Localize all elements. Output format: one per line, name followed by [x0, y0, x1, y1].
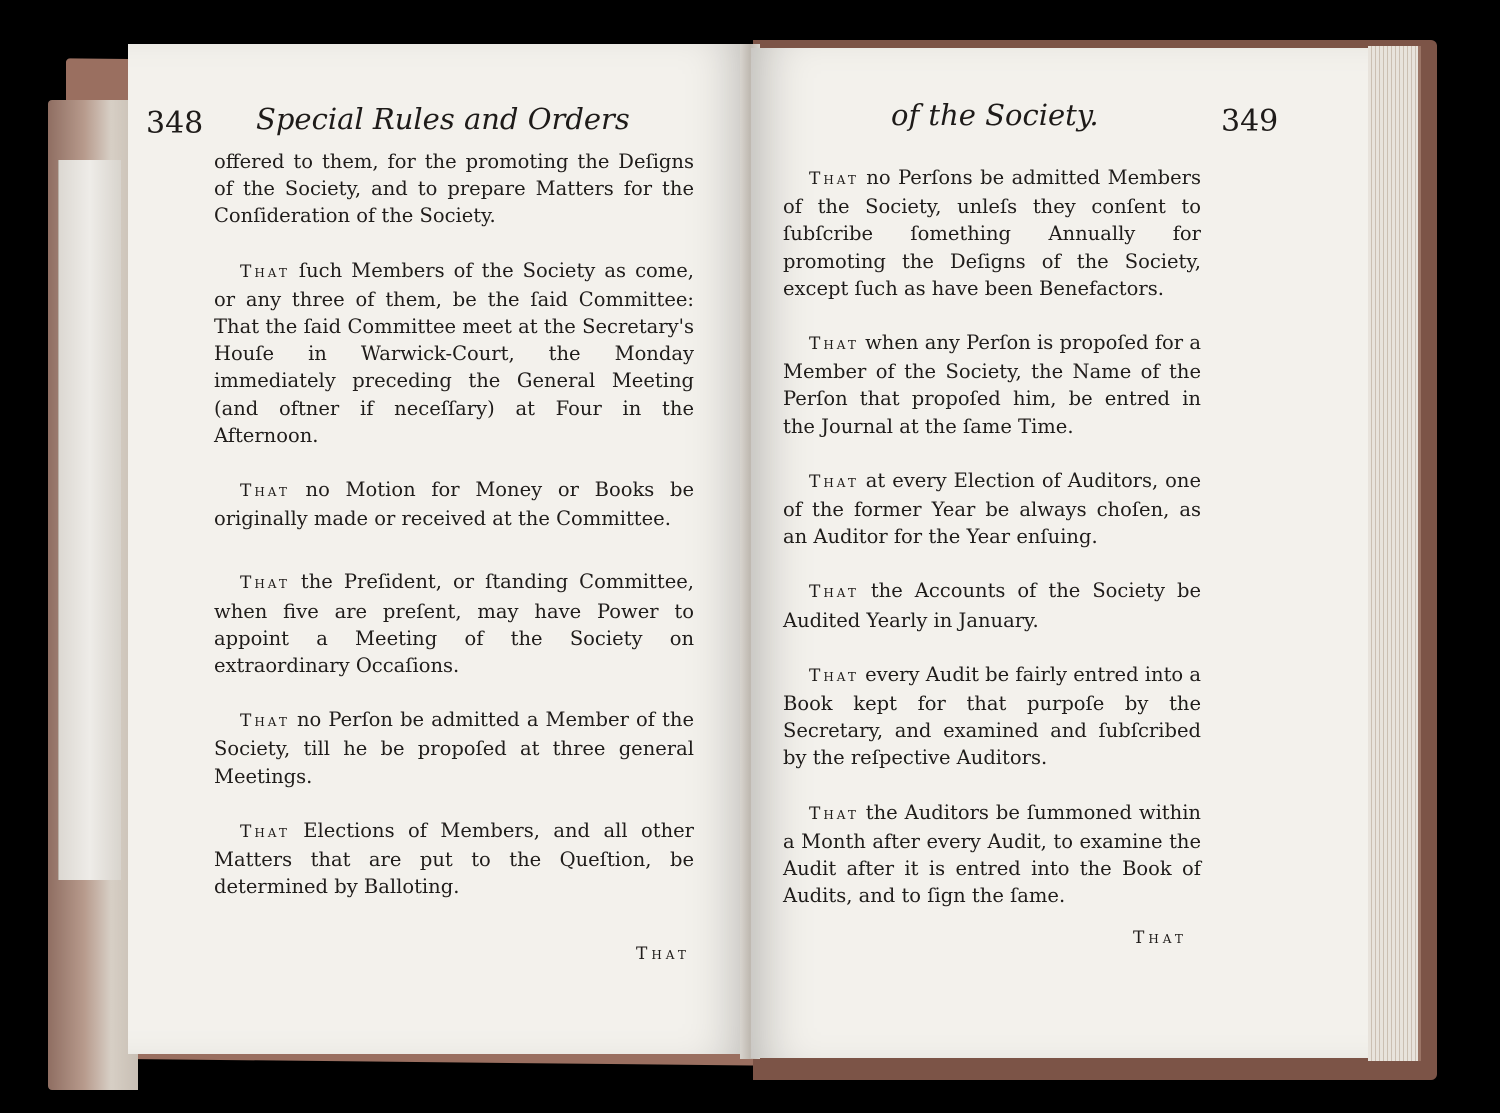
left-paragraph-2: That ſuch Members of the Society as come, or any three of them, be the ſaid Committee: That the ſaid Committee meet at the Secretary's Houſe in Warwick-Court, the Monday immediately preceding the General Meeting (and oftner if neceſſary) at Four in the Afternoon.	[214, 258, 694, 447]
left-page	[128, 44, 748, 1054]
left-paragraph-6: That Elections of Members, and all other Matters that are put to the Queſtion, be determined by Balloting.	[214, 818, 694, 899]
right-catchword: That	[1133, 928, 1187, 948]
left-running-head: Special Rules and Orders	[256, 102, 630, 136]
left-paragraph-4: That the Preſident, or ſtanding Committee, when five are preſent, may have Power to appoint a Meeting of the Society on extraordinary Occaſions.	[214, 570, 694, 678]
left-paragraph-1: offered to them, for the promoting the Deſigns of the Society, and to prepare Matters for the Conſideration of the Society.	[214, 150, 694, 228]
right-paragraph-1: That no Perſons be admitted Members of the Society, unleſs they conſent to ſubſcribe ſomething Annually for promoting the Deſigns of the Society, except ſuch as have been Benefactors.	[783, 166, 1201, 300]
page-block-edge-right	[1368, 46, 1421, 1061]
right-paragraph-5: That every Audit be fairly entred into a Book kept for that purpoſe by the Secretary, and examined and ſubſcribed by the reſpective Auditors.	[783, 662, 1201, 770]
right-page	[751, 48, 1371, 1058]
left-page-number: 348	[146, 106, 204, 141]
right-text-block	[783, 164, 1201, 936]
right-paragraph-6: That the Auditors be ſummoned within a Month after every Audit, to examine the Audit after it is entred into the Book of Audits, and to ſign the ſame.	[783, 800, 1201, 908]
right-paragraph-3: That at every Election of Auditors, one of the former Year be always choſen, as an Auditor for the Year enſuing.	[783, 468, 1201, 549]
right-paragraph-2: That when any Perſon is propoſed for a Member of the Society, the Name of the Perſon that propoſed him, be entred in the Journal at the ſame Time.	[783, 331, 1201, 438]
right-paragraph-4: That the Accounts of the Society be Audited Yearly in January.	[783, 579, 1201, 632]
right-page-number: 349	[1221, 104, 1279, 139]
left-text-block	[214, 148, 694, 927]
left-catchword: That	[636, 944, 690, 964]
left-paragraph-5: That no Perſon be admitted a Member of the Society, till he be propoſed at three general Meetings.	[214, 708, 694, 788]
left-paragraph-3: That no Motion for Money or Books be originally made or received at the Committee.	[214, 478, 694, 531]
right-running-head: of the Society.	[891, 98, 1099, 132]
open-book	[48, 40, 1438, 1080]
spine-strip	[58, 160, 121, 880]
